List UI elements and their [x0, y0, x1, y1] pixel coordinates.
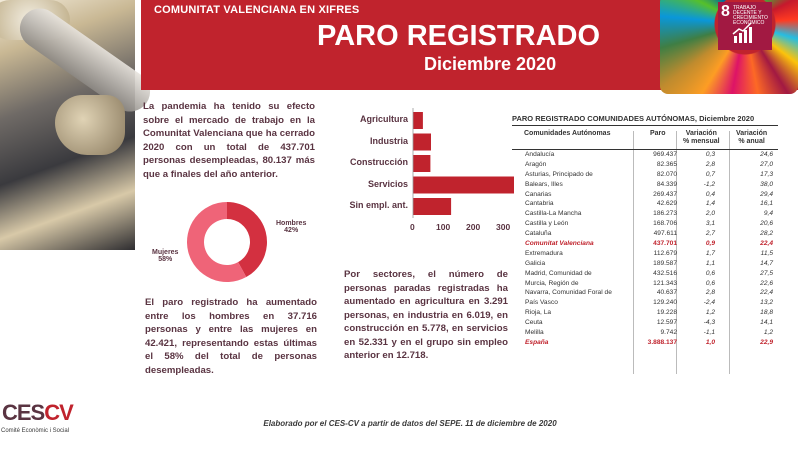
region-cell: Melilla — [525, 329, 544, 337]
sdg-text: TRABAJO DECENTE Y CRECIMIENTO ECONÓMICO — [733, 5, 768, 26]
table-row — [512, 170, 778, 180]
paro-cell: 186.273 — [653, 210, 677, 218]
region-cell: Asturias, Principado de — [525, 170, 593, 178]
mensual-cell: 1,7 — [705, 249, 715, 257]
mensual-cell: 1,0 — [705, 338, 715, 346]
table-row — [512, 249, 778, 259]
anual-cell: 14,1 — [760, 319, 773, 327]
bar — [413, 112, 423, 129]
table-row — [512, 338, 778, 348]
anual-cell: 28,2 — [760, 230, 773, 238]
sector-bar-chart — [336, 108, 514, 233]
paro-cell: 12.597 — [656, 319, 677, 327]
paro-cell: 40.637 — [656, 289, 677, 297]
anual-cell: 18,8 — [760, 309, 773, 317]
bar-label: Construcción — [349, 157, 408, 167]
logo-text-b: CV — [44, 400, 73, 425]
x-tick-label: 100 — [436, 222, 451, 232]
label-hombres-pct: 42% — [284, 227, 299, 234]
region-cell: Madrid, Comunidad de — [525, 269, 592, 277]
anual-cell: 38,0 — [760, 180, 773, 188]
mensual-cell: 1,4 — [705, 200, 715, 208]
bar — [413, 177, 514, 194]
anual-cell: 22,9 — [760, 338, 773, 346]
mensual-cell: 1,2 — [705, 309, 715, 317]
region-cell: Cantabria — [525, 200, 554, 208]
anual-cell: 1,2 — [763, 329, 773, 337]
table-row — [512, 239, 778, 249]
anual-cell: 22,6 — [760, 279, 773, 287]
bar-label: Agricultura — [359, 114, 408, 124]
table-row — [512, 259, 778, 269]
table-row — [512, 209, 778, 219]
sdg-number: 8 — [721, 3, 730, 20]
anual-cell: 27,5 — [760, 269, 773, 277]
region-cell: Cataluña — [525, 230, 552, 238]
table-row — [512, 219, 778, 229]
paro-cell: 437.701 — [653, 240, 677, 248]
table-row — [512, 308, 778, 318]
region-cell: Balears, Illes — [525, 180, 563, 188]
paro-cell: 82.365 — [656, 160, 677, 168]
table-header-paro: Paro — [650, 130, 666, 137]
anual-cell: 29,4 — [760, 190, 773, 198]
paro-cell: 969.437 — [653, 151, 677, 158]
anual-cell: 14,7 — [760, 259, 773, 267]
sdg-badge — [718, 2, 772, 50]
paro-cell: 129.240 — [653, 299, 677, 307]
region-cell: Extremadura — [525, 249, 563, 257]
label-hombres — [276, 220, 306, 234]
donut-svg — [140, 200, 315, 285]
table-header-anual: Variación % anual — [736, 130, 768, 145]
bar-svg — [336, 108, 514, 233]
table-row — [512, 328, 778, 338]
region-cell: Castilla-La Mancha — [525, 210, 582, 218]
sdg-wheel-logo — [660, 0, 798, 94]
x-tick-label: 200 — [466, 222, 481, 232]
mensual-cell: 2,8 — [705, 289, 715, 297]
hero-photo-worker — [0, 0, 135, 250]
paro-cell: 82.070 — [656, 170, 677, 178]
mensual-cell: 0,4 — [705, 190, 715, 198]
region-cell: Comunitat Valenciana — [525, 240, 594, 248]
sectors-paragraph: Por sectores, el número de personas paradas registradas ha aumentado en agricultura en 3.291 personas, en industria en 6.019, en construcción en 5.778, en servicios en 52.331 y en el grupo sin empleo anterior en 12.718. — [344, 269, 508, 361]
paro-cell: 19.228 — [656, 309, 677, 317]
region-cell: España — [525, 338, 549, 346]
table-row — [512, 199, 778, 209]
mensual-cell: 2,0 — [705, 210, 715, 218]
region-cell: Ceuta — [525, 319, 543, 327]
mensual-cell: 1,1 — [705, 259, 715, 267]
bar — [413, 198, 451, 215]
mensual-cell: -1,1 — [703, 329, 715, 337]
table-row — [512, 318, 778, 328]
label-hombres-name: Hombres — [276, 220, 307, 227]
paro-cell: 168.706 — [653, 220, 677, 228]
anual-cell: 13,2 — [760, 299, 773, 307]
table-row — [512, 288, 778, 298]
paro-cell: 497.611 — [653, 230, 677, 238]
paro-cell: 112.679 — [653, 249, 677, 257]
logo-text-a: CES — [2, 400, 45, 425]
regions-table — [512, 149, 778, 348]
bar-label: Sin empl. ant. — [349, 200, 408, 210]
table-row — [512, 150, 778, 160]
growth-chart-icon — [732, 22, 754, 44]
paro-cell: 189.587 — [653, 259, 677, 267]
gender-donut-chart — [140, 200, 315, 285]
mensual-cell: -2,4 — [703, 299, 715, 307]
mensual-cell: 2,7 — [705, 230, 715, 238]
mensual-cell: -4,3 — [703, 319, 715, 327]
x-tick-label: 300 — [496, 222, 511, 232]
table-row — [512, 180, 778, 190]
label-mujeres-pct: 58% — [158, 256, 173, 263]
mensual-cell: 0,6 — [705, 269, 715, 277]
gender-paragraph: El paro registrado ha aumentado entre los hombres en 37.716 personas y entre las mujeres en 42.421, representando estas últimas el 58% del total de personas desempleadas. — [145, 297, 317, 376]
table-row — [512, 229, 778, 239]
page-title: PARO REGISTRADO — [317, 20, 601, 52]
paro-cell: 3.888.137 — [647, 338, 677, 346]
mensual-cell: 0,9 — [705, 240, 715, 248]
region-cell: Rioja, La — [525, 309, 552, 317]
table-title: PARO REGISTRADO COMUNIDADES AUTÓNOMAS, Diciembre 2020 — [512, 114, 778, 126]
table-row — [512, 269, 778, 279]
paro-cell: 432.516 — [653, 269, 677, 277]
mensual-cell: 2,8 — [705, 160, 715, 168]
region-cell: Castilla y León — [525, 220, 569, 228]
bar — [413, 155, 430, 172]
anual-cell: 16,1 — [760, 200, 773, 208]
paro-cell: 84.339 — [656, 180, 677, 188]
supertitle: COMUNITAT VALENCIANA EN XIFRES — [154, 4, 360, 16]
paro-cell: 9.742 — [660, 329, 677, 337]
paro-cell: 42.629 — [656, 200, 677, 208]
table-header-region: Comunidades Autónomas — [524, 130, 611, 137]
region-cell: Murcia, Región de — [525, 279, 579, 287]
anual-cell: 22,4 — [760, 289, 773, 297]
anual-cell: 22,4 — [760, 240, 773, 248]
region-cell: Andalucía — [525, 151, 555, 158]
mensual-cell: 0,3 — [705, 151, 715, 158]
page-subtitle: Diciembre 2020 — [424, 54, 557, 74]
region-cell: Galicia — [525, 259, 546, 267]
cescv-logo — [0, 400, 100, 450]
anual-cell: 27,0 — [760, 160, 773, 168]
bar-label: Industria — [369, 135, 408, 146]
label-mujeres-name: Mujeres — [152, 249, 179, 256]
anual-cell: 17,3 — [760, 170, 773, 178]
table-row — [512, 190, 778, 200]
region-cell: Navarra, Comunidad Foral de — [525, 289, 612, 297]
table-row — [512, 298, 778, 308]
x-tick-label: 0 — [410, 222, 415, 232]
bar-label: Servicios — [367, 178, 408, 189]
logo-tagline: Comité Econòmic i Social — [1, 428, 70, 434]
anual-cell: 24,6 — [760, 151, 773, 158]
region-cell: Canarias — [525, 190, 552, 198]
table-row — [512, 279, 778, 289]
mensual-cell: 0,7 — [705, 170, 715, 178]
mensual-cell: 3,1 — [705, 220, 715, 228]
bar — [413, 134, 431, 151]
anual-cell: 20,6 — [760, 220, 773, 228]
label-mujeres — [152, 249, 178, 263]
paro-cell: 121.343 — [653, 279, 677, 287]
footer-source: Elaborado por el CES-CV a partir de datos del SEPE. 11 de diciembre de 2020 — [263, 419, 557, 428]
paro-cell: 269.437 — [653, 190, 677, 198]
intro-paragraph: La pandemia ha tenido su efecto sobre el mercado de trabajo en la Comunitat Valenciana que ha cerrado 2020 con un total de 437.701 personas desempleadas, 80.137 más que a finales del año anterior. — [143, 101, 315, 180]
anual-cell: 9,4 — [763, 210, 773, 218]
table-header-mensual: Variación % mensual — [683, 130, 720, 145]
region-cell: País Vasco — [525, 299, 558, 307]
mensual-cell: 0,6 — [705, 279, 715, 287]
mensual-cell: -1,2 — [703, 180, 715, 188]
table-row — [512, 160, 778, 170]
region-cell: Aragón — [525, 160, 547, 168]
anual-cell: 11,5 — [760, 249, 773, 257]
